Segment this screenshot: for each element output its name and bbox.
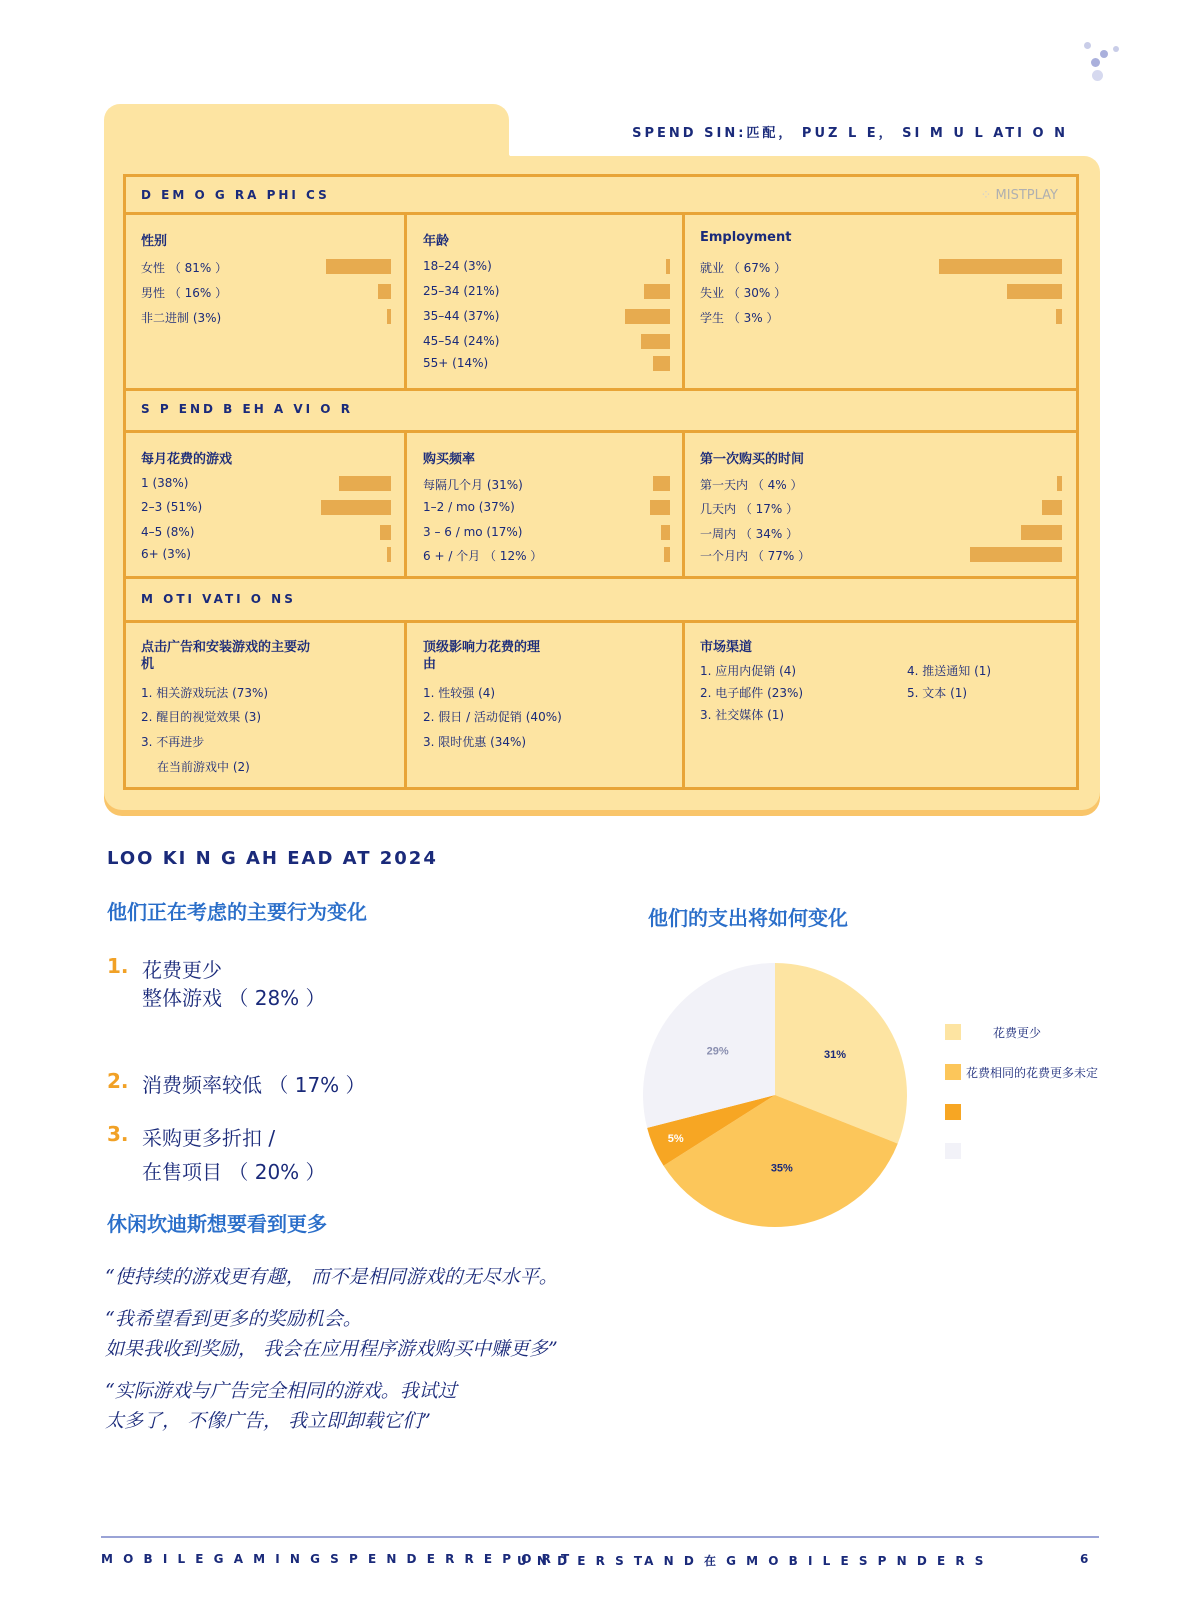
divider <box>123 620 1079 623</box>
age-bar <box>666 259 670 274</box>
changes-title: 他们正在考虑的主要行为变化 <box>107 900 367 924</box>
spend-reason-title: 顶级影响力花费的理 <box>423 640 541 655</box>
frequency-bar <box>650 500 670 515</box>
footer-divider <box>101 1536 1099 1538</box>
age-bar <box>641 334 670 349</box>
gender-title: 性别 <box>141 234 168 249</box>
employment-row: 就业 （ 67% ） <box>700 261 787 275</box>
divider <box>682 620 685 790</box>
employment-bar <box>939 259 1062 274</box>
section-motivations: M OTI VATI O NS <box>141 592 296 606</box>
list-item: 花费更少 <box>142 958 222 982</box>
employment-bar <box>1007 284 1062 299</box>
games-row: 2–3 (51%) <box>141 500 203 514</box>
frequency-row: 1–2 / mo (37%) <box>423 500 515 514</box>
divider <box>123 576 1079 579</box>
games-row: 1 (38%) <box>141 476 189 490</box>
gender-bar <box>378 284 391 299</box>
frequency-title: 购买频率 <box>423 452 476 467</box>
frequency-bar <box>664 547 670 562</box>
age-bar <box>653 356 670 371</box>
section-spend-behavior: S P END B EH A VI O R <box>141 402 353 416</box>
page-number: 6 <box>1080 1552 1092 1566</box>
list-item: 整体游戏 （ 28% ） <box>142 986 326 1010</box>
pie-title: 他们的支出将如何变化 <box>648 906 848 930</box>
mistplay-logo: ⁘ MISTPLAY <box>980 188 1058 203</box>
pie-data-label: 5% <box>667 1132 684 1145</box>
divider <box>404 620 407 790</box>
spend-reason-item: 1. 性较强 (4) <box>423 686 496 700</box>
first-purchase-bar <box>1021 525 1062 540</box>
list-number: 2. <box>107 1069 129 1093</box>
first-purchase-row: 一周内 （ 34% ） <box>700 527 799 541</box>
frequency-row: 每隔几个月 (31%) <box>423 478 523 492</box>
games-bar <box>387 547 391 562</box>
section-demographics: D EM O G RA PHI CS <box>141 188 330 202</box>
age-bar <box>644 284 670 299</box>
legend-swatch <box>945 1104 961 1120</box>
age-row: 25–34 (21%) <box>423 284 500 298</box>
channel-item: 2. 电子邮件 (23%) <box>700 686 804 700</box>
first-purchase-row: 几天内 （ 17% ） <box>700 502 799 516</box>
frequency-row: 6 + / 个月 （ 12% ） <box>423 549 543 563</box>
divider <box>123 388 1079 391</box>
games-row: 6+ (3%) <box>141 547 191 561</box>
logo-dots-icon <box>1091 58 1100 67</box>
employment-row: 失业 （ 30% ） <box>700 286 787 300</box>
wants-title: 休闲坎迪斯想要看到更多 <box>107 1212 327 1236</box>
age-title: 年龄 <box>423 234 450 249</box>
channel-item: 3. 社交媒体 (1) <box>700 708 785 722</box>
gender-row: 非二进制 (3%) <box>141 311 222 325</box>
games-bar <box>380 525 391 540</box>
pie-data-label: 29% <box>706 1045 729 1058</box>
quote: 如果我收到奖励， 我会在应用程序游戏购买中赚更多” <box>105 1338 558 1360</box>
spend-reason-title-cont: 由 <box>423 657 437 672</box>
age-row: 35–44 (37%) <box>423 309 500 323</box>
quote: 太多了， 不像广告， 我立即卸载它们” <box>105 1410 431 1432</box>
channel-item: 4. 推送通知 (1) <box>907 664 992 678</box>
tab-title: SPEND SIN:匹配， PUZ L E， SI M U L ATI O N <box>632 126 1068 141</box>
list-number: 3. <box>107 1122 129 1146</box>
legend-swatch <box>945 1024 961 1040</box>
legend-label: 花费相同的花费更多未定 <box>966 1066 1099 1080</box>
quote: “使持续的游戏更有趣， 而不是相同游戏的无尽水平。 <box>105 1266 558 1288</box>
age-row: 18–24 (3%) <box>423 259 492 273</box>
quote: “我希望看到更多的奖励机会。 <box>105 1308 362 1330</box>
gender-bar <box>387 309 391 324</box>
list-number: 1. <box>107 954 129 978</box>
age-row: 55+ (14%) <box>423 356 489 370</box>
frequency-bar <box>653 476 670 491</box>
age-row: 45–54 (24%) <box>423 334 500 348</box>
folder-tab-slope <box>470 104 510 156</box>
ads-item: 2. 醒目的视觉效果 (3) <box>141 710 262 724</box>
first-purchase-row: 一个月内 （ 77% ） <box>700 549 811 563</box>
games-bar <box>321 500 391 515</box>
pie-data-label: 31% <box>824 1049 847 1062</box>
employment-bar <box>1056 309 1062 324</box>
spend-reason-item: 2. 假日 / 活动促销 (40%) <box>423 710 562 724</box>
divider <box>682 212 685 390</box>
spend-reason-item: 3. 限时优惠 (34%) <box>423 735 527 749</box>
pie-data-label: 35% <box>770 1162 793 1175</box>
frequency-bar <box>661 525 670 540</box>
ads-title-cont: 机 <box>141 657 155 672</box>
divider <box>123 430 1079 433</box>
sparkle-icon: ⁘ <box>980 188 996 203</box>
age-bar <box>625 309 670 324</box>
quote: “实际游戏与广告完全相同的游戏。我试过 <box>105 1380 457 1402</box>
legend-swatch <box>945 1064 961 1080</box>
legend-swatch <box>945 1143 961 1159</box>
employment-title: Employment <box>700 230 792 245</box>
ads-title: 点击广告和安装游戏的主要动 <box>141 640 311 655</box>
logo-dots-icon <box>1092 70 1103 81</box>
list-item: 采购更多折扣 / <box>142 1126 276 1150</box>
gender-row: 男性 （ 16% ） <box>141 286 228 300</box>
list-item: 消费频率较低 （ 17% ） <box>142 1073 366 1097</box>
divider <box>123 212 1079 215</box>
logo-dots-icon <box>1100 50 1108 58</box>
channel-item: 5. 文本 (1) <box>907 686 968 700</box>
ads-item: 3. 不再进步 <box>141 735 205 749</box>
divider <box>404 212 407 390</box>
frequency-row: 3 – 6 / mo (17%) <box>423 525 523 539</box>
section-heading: LOO KI N G AH EAD AT 2024 <box>107 848 438 869</box>
ads-item: 在当前游戏中 (2) <box>157 760 250 774</box>
channels-title: 市场渠道 <box>700 640 753 655</box>
footer-section-title: U N D E R S TA N D 在 G M O B I L E S P N D E R S <box>517 1554 987 1568</box>
divider <box>682 430 685 578</box>
channel-item: 1. 应用内促销 (4) <box>700 664 797 678</box>
gender-row: 女性 （ 81% ） <box>141 261 228 275</box>
games-title: 每月花费的游戏 <box>141 452 233 467</box>
first-purchase-bar <box>1057 476 1062 491</box>
games-bar <box>339 476 391 491</box>
employment-row: 学生 （ 3% ） <box>700 311 779 325</box>
first-purchase-bar <box>970 547 1062 562</box>
first-purchase-bar <box>1042 500 1062 515</box>
footer-report-title: M O B I L E G A M I N G S P E N D E R R E P O R T <box>101 1552 573 1566</box>
games-row: 4–5 (8%) <box>141 525 195 539</box>
divider <box>404 430 407 578</box>
first-purchase-title: 第一次购买的时间 <box>700 452 805 467</box>
logo-dots-icon <box>1113 46 1119 52</box>
legend-label: 花费更少 <box>993 1026 1042 1040</box>
list-item: 在售项目 （ 20% ） <box>142 1160 326 1184</box>
gender-bar <box>326 259 391 274</box>
first-purchase-row: 第一天内 （ 4% ） <box>700 478 803 492</box>
ads-item: 1. 相关游戏玩法 (73%) <box>141 686 269 700</box>
spending-pie-chart <box>630 950 920 1240</box>
logo-dots-icon <box>1084 42 1091 49</box>
